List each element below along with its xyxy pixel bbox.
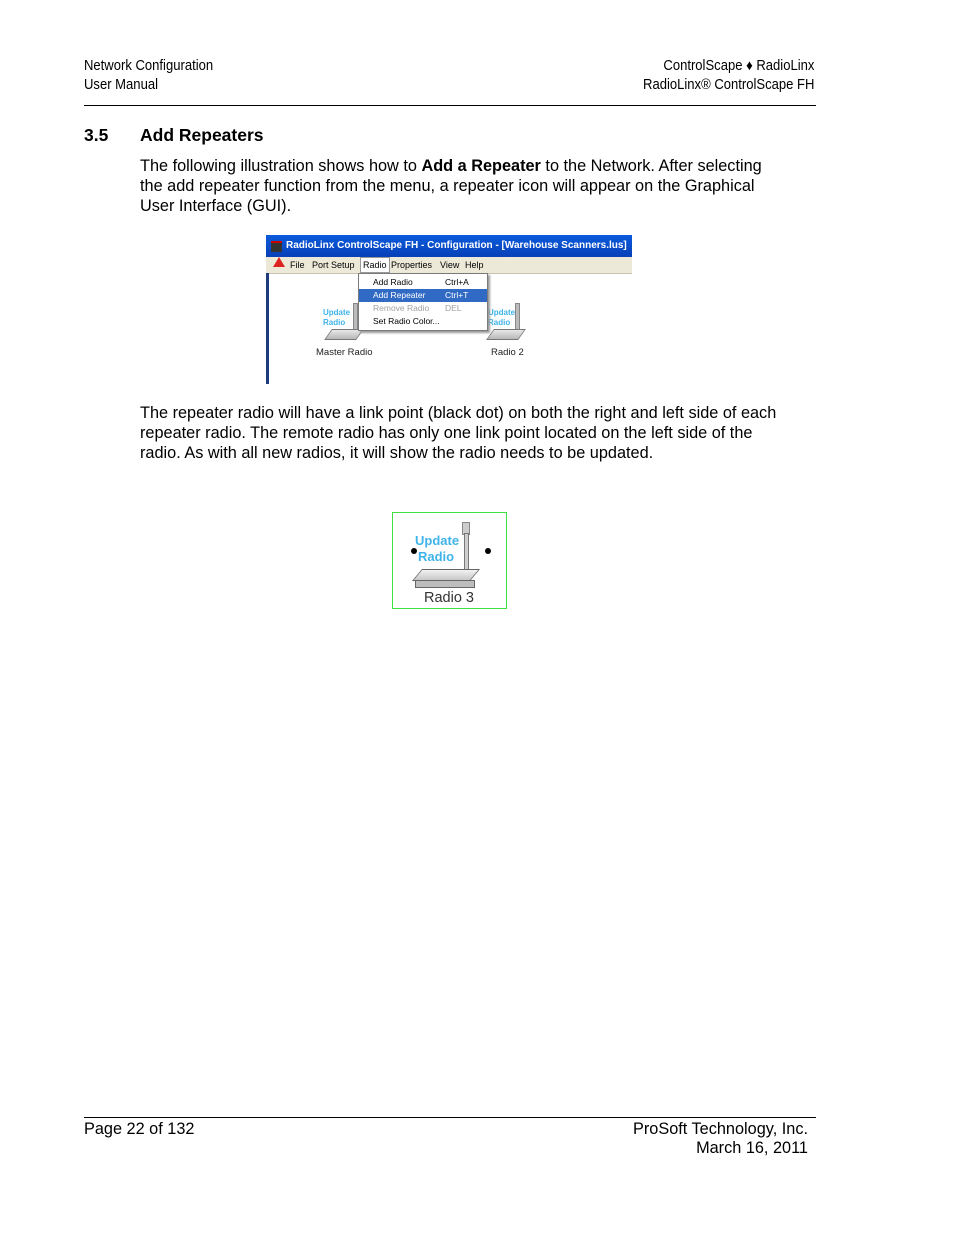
window-titlebar bbox=[266, 235, 632, 257]
menu-item-add-radio[interactable] bbox=[359, 276, 487, 289]
radio2-antenna-icon bbox=[515, 303, 520, 331]
menu-file[interactable]: File bbox=[290, 260, 305, 270]
menu-item-label: Add Repeater bbox=[373, 290, 426, 300]
app-logo-icon bbox=[273, 257, 285, 267]
section-heading bbox=[84, 125, 264, 146]
menu-item-shortcut: Ctrl+T bbox=[445, 290, 469, 300]
master-radio-label: Master Radio bbox=[316, 347, 373, 358]
header-left bbox=[84, 57, 213, 95]
left-link-point[interactable] bbox=[411, 548, 417, 554]
repeater-radio-icon[interactable] bbox=[392, 512, 507, 609]
menu-port-setup[interactable]: Port Setup bbox=[312, 260, 355, 270]
menu-item-shortcut: Ctrl+A bbox=[445, 277, 469, 287]
header-divider bbox=[84, 105, 816, 106]
intro-text-end: to the Network. After selecting the add repeater function from the menu, a repeater icon will appear on the Graphical User Interface (GUI). bbox=[140, 157, 762, 215]
menu-bar bbox=[266, 257, 632, 274]
master-radio-status bbox=[323, 308, 350, 328]
repeater-description: The repeater radio will have a link point (black dot) on both the right and left side of each repeater radio. The remote radio has only one link point located on the left side of the radio. As with all new radios, it will show the radio needs to be updated. bbox=[140, 404, 777, 462]
header-section-name: Network Configuration bbox=[84, 58, 214, 74]
antenna-icon bbox=[464, 533, 469, 571]
menu-view[interactable]: View bbox=[440, 260, 460, 270]
footer-divider bbox=[84, 1117, 816, 1118]
menu-screenshot bbox=[266, 235, 632, 384]
repeater-status-line1: Update bbox=[415, 533, 460, 548]
menu-properties[interactable]: Properties bbox=[391, 260, 433, 270]
header-product-line: ControlScape ♦ RadioLinx bbox=[662, 58, 814, 74]
header-right bbox=[643, 57, 814, 95]
right-link-point[interactable] bbox=[485, 548, 491, 554]
intro-paragraph bbox=[140, 156, 780, 216]
menu-item-shortcut: DEL bbox=[445, 303, 462, 313]
intro-text-start: The following illustration shows how to bbox=[140, 157, 422, 175]
master-radio-status-line2: Radio bbox=[323, 318, 346, 327]
menu-item-label: Add Radio bbox=[373, 277, 413, 287]
repeater-status bbox=[415, 533, 459, 565]
intro-bold-term: Add a Repeater bbox=[421, 157, 541, 175]
repeater-label: Radio 3 bbox=[424, 590, 474, 606]
menu-item-add-repeater[interactable] bbox=[359, 289, 487, 302]
window-title: RadioLinx ControlScape FH - Configuration - [Warehouse Scanners.lus] bbox=[286, 240, 627, 251]
master-radio-status-line1: Update bbox=[323, 308, 351, 317]
section-title: Add Repeaters bbox=[140, 125, 264, 145]
repeater-status-line2: Radio bbox=[418, 549, 455, 564]
menu-item-set-radio-color[interactable] bbox=[359, 315, 487, 328]
company-name: ProSoft Technology, Inc. bbox=[633, 1120, 808, 1138]
publish-date: March 16, 2011 bbox=[696, 1139, 808, 1157]
header-product-name: RadioLinx® ControlScape FH bbox=[642, 77, 814, 93]
radio-base-front bbox=[415, 580, 475, 588]
radio-menu-dropdown bbox=[358, 273, 488, 331]
menu-radio[interactable]: Radio bbox=[360, 257, 390, 273]
radio2-icon[interactable] bbox=[486, 329, 526, 340]
radio2-label: Radio 2 bbox=[491, 347, 524, 358]
menu-item-label: Remove Radio bbox=[373, 303, 430, 313]
section-number: 3.5 bbox=[84, 125, 109, 145]
window-left-border bbox=[266, 273, 269, 384]
radio2-status bbox=[488, 308, 515, 328]
menu-item-remove-radio[interactable] bbox=[359, 302, 487, 315]
radio2-status-line1: Update bbox=[488, 308, 516, 317]
app-window-icon bbox=[271, 241, 282, 252]
menu-help[interactable]: Help bbox=[465, 260, 484, 270]
menu-item-label: Set Radio Color... bbox=[373, 316, 440, 326]
footer-right bbox=[633, 1120, 808, 1158]
header-doc-type: User Manual bbox=[84, 77, 158, 93]
page-number: Page 22 of 132 bbox=[84, 1120, 195, 1138]
radio2-status-line2: Radio bbox=[488, 318, 511, 327]
